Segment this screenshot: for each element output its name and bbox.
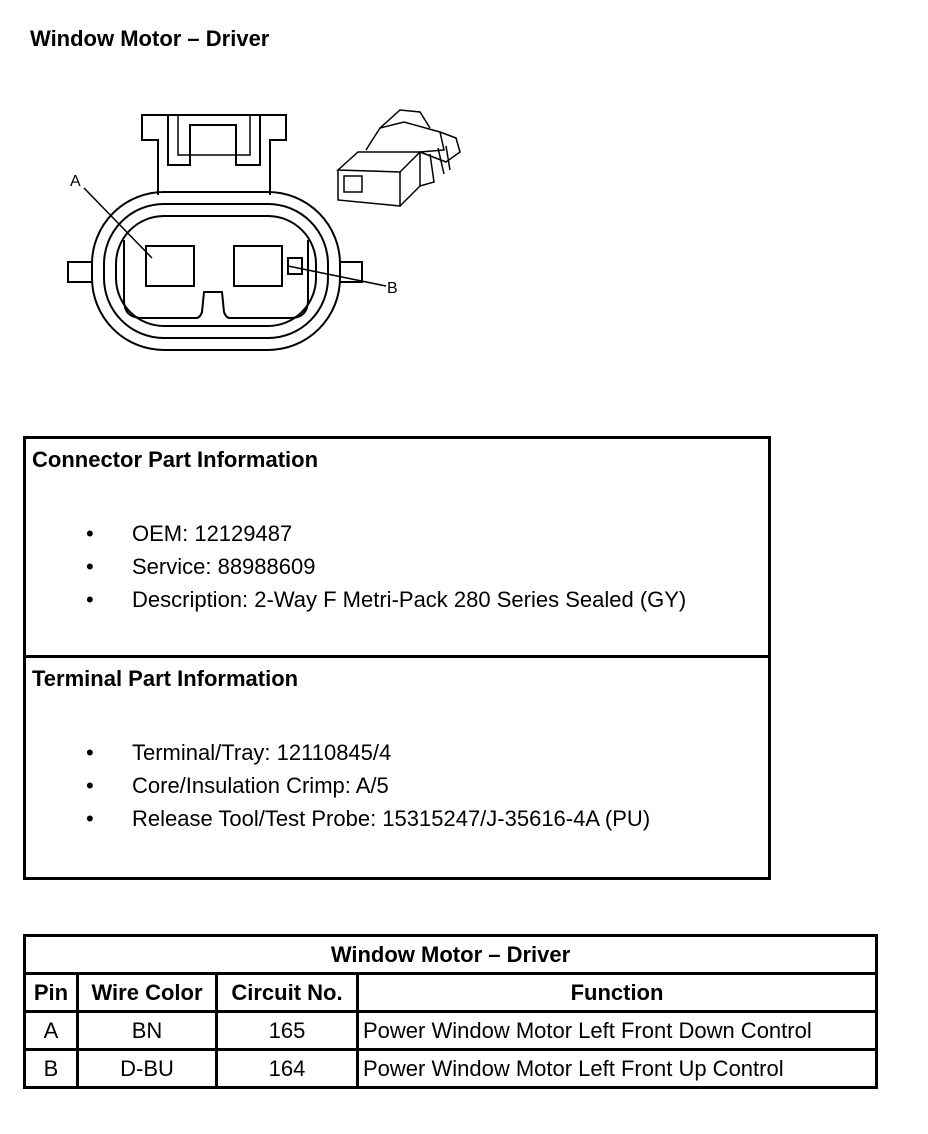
page-title: Window Motor – Driver	[30, 26, 270, 51]
connector-diagram	[0, 0, 928, 420]
table-row	[25, 1050, 877, 1088]
terminal-info-section: Terminal Part Information • Terminal/Tray: 12110845/4 • Core/Insulation Crimp: A/5 • Release Tool/Test Probe: 15315247/J-35616-4A (PU)	[26, 658, 768, 877]
part-info-box	[23, 436, 771, 880]
bullet-icon: •	[86, 806, 94, 831]
cell-function: Power Window Motor Left Front Up Control	[358, 1050, 877, 1088]
header-wire-color: Wire Color	[78, 974, 217, 1012]
bullet-icon: •	[86, 554, 94, 579]
table-caption: Window Motor – Driver	[25, 936, 877, 974]
connector-3d-icon	[338, 110, 460, 206]
cell-function: Power Window Motor Left Front Down Control	[358, 1012, 877, 1050]
cell-wire-color: BN	[78, 1012, 217, 1050]
bullet-icon: •	[86, 587, 94, 612]
cell-wire-color: D-BU	[78, 1050, 217, 1088]
terminal-info-heading: Terminal Part Information	[32, 666, 299, 691]
cell-pin: B	[25, 1050, 78, 1088]
connector-info-heading: Connector Part Information	[32, 447, 319, 472]
bullet-icon: •	[86, 773, 94, 798]
header-circuit-no: Circuit No.	[217, 974, 358, 1012]
pinout-table	[23, 934, 878, 1089]
cell-circuit-no: 165	[217, 1012, 358, 1050]
table-row	[25, 1012, 877, 1050]
label-a: A	[70, 173, 81, 190]
cell-circuit-no: 164	[217, 1050, 358, 1088]
connector-info-section: Connector Part Information • OEM: 12129487 • Service: 88988609 • Description: 2-Way F Metri-Pack 280 Series Sealed (GY)	[26, 439, 768, 658]
table-header-row	[25, 974, 877, 1012]
table-caption-row	[25, 936, 877, 974]
bullet-icon: •	[86, 521, 94, 546]
cell-pin: A	[25, 1012, 78, 1050]
header-pin: Pin	[25, 974, 78, 1012]
bullet-icon: •	[86, 740, 94, 765]
header-function: Function	[358, 974, 877, 1012]
label-b: B	[387, 280, 398, 297]
